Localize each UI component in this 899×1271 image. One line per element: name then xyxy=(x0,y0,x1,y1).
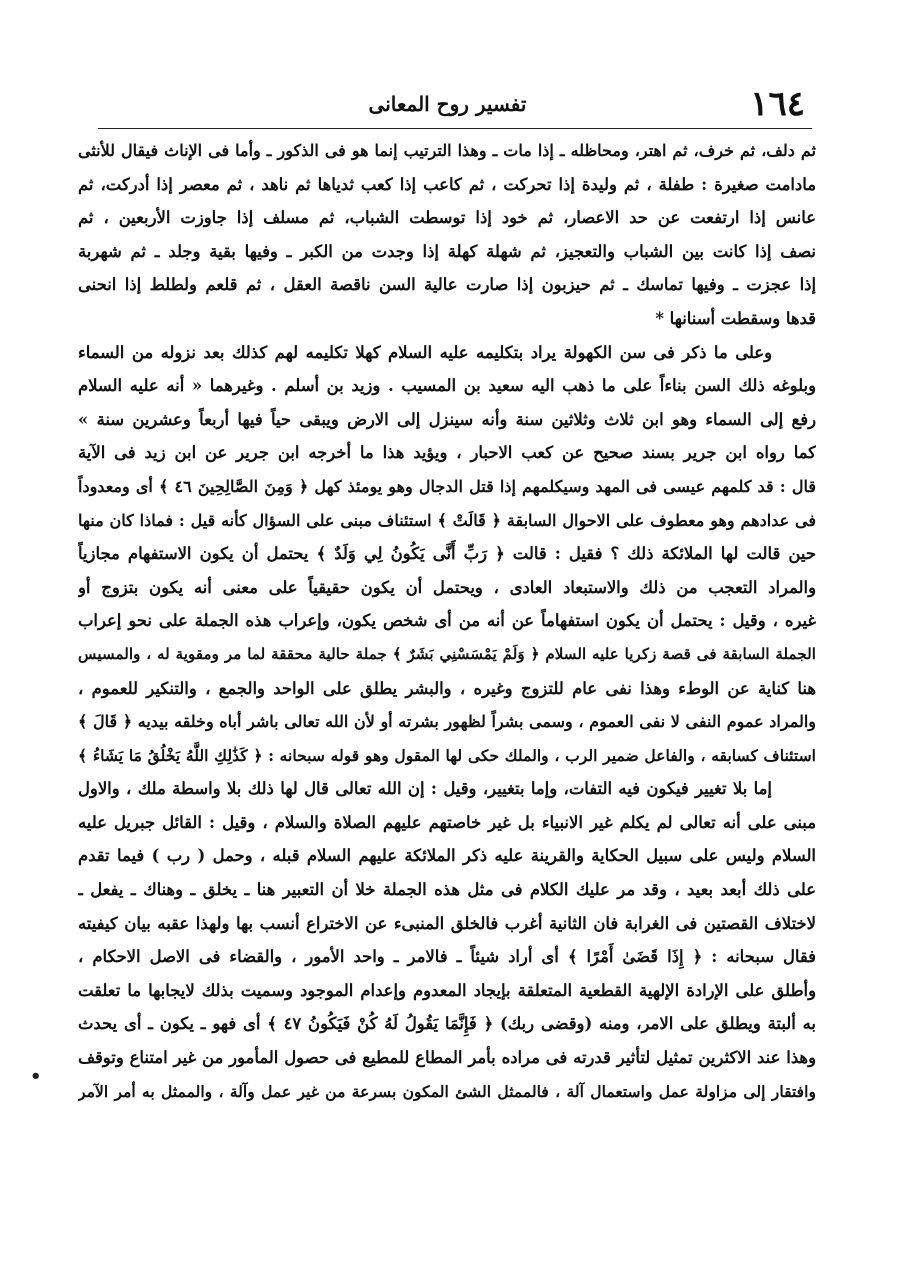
text-line: كما رواه ابن جرير بسند صحيح عن كعب الاحبار ، ويؤيد هذا ما أخرجه ابن جرير عن ابن زيد فى الآية xyxy=(78,443,816,463)
text-line: والمراد التعجب من ذلك والاستبعاد العادى ، ويحتمل أن يكون حقيقياً على معنى أنه يكون بتزوج أو xyxy=(78,577,816,597)
margin-mark: • xyxy=(30,1066,42,1087)
text-line: عانس إذا ارتفعت عن حد الاعصار، ثم خود إذا توسطت الشباب، ثم مسلف إذا جاوزت الأربعين ، ثم xyxy=(78,208,816,228)
text-line: والمراد عموم النفى لا نفى العموم ، وسمى بشراً لظهور بشرته أو لأن الله تعالى باشر أباه وخلقه بيديه ﴿ قَالَ ﴾ xyxy=(78,712,816,732)
text-line: وأطلق على الإرادة الإلهية القطعية المتعلقة بإيجاد المعدوم وإعدام الموجود وسميت بذلك لايجابها ما تعلقت xyxy=(78,980,816,1000)
text-line: مبنى على أنه تعالى لم يكلم غير الانبياء بل غير خاصتهم عليهم الصلاة والسلام ، وقيل : القائل جبريل عليه xyxy=(78,812,816,832)
text-line: رفع إلى السماء وهو ابن ثلاث وثلاثين سنة وأنه سينزل إلى الارض ويبقى حياً فيها أربعاً وعشرين سنة » xyxy=(78,409,816,429)
text-line: حين قالت لها الملائكة ذلك ؟ فقيل : قالت ﴿ رَبِّ أَنَّى يَكُونُ لِي وَلَدٌ ﴾ يحتمل أن يكون الاستفهام مجازياً xyxy=(78,544,816,564)
text-line: السلام وليس على سبيل الحكاية والقرينة عليه ذكر الملائكة عليهم السلام قبله ، وحمل ( رب ) فيما تقدم xyxy=(78,846,816,866)
text-line: هنا كناية عن الوطء وهذا نفى عام للتزوج وغيره ، والبشر يطلق على الواحد والجمع ، والتنكير للعموم ، xyxy=(78,678,816,698)
text-line: على ذلك أبعد بعيد ، وقد مر عليك الكلام فى مثل هذه الجملة خلا أن التعبير هنا ـ يخلق ـ وهناك ـ يفعل ـ xyxy=(78,880,816,900)
text-line: نصف إذا كانت بين الشباب والتعجيز، ثم شهلة كهلة إذا وجدت من الكبر ـ وفيها بقية وجلد ـ ثم شهربة xyxy=(78,241,816,261)
text-line: وافتقار إلى مزاولة عمل واستعمال آلة ، فالممثل الشئ المكون بسرعة من غير عمل وآلة ، والممثل به أمر الآمر xyxy=(78,1081,816,1101)
page-header xyxy=(90,84,805,128)
text-line: استئناف كسابقه ، والفاعل ضمير الرب ، والملك حكى لها المقول وهو قوله سبحانه : ﴿ كَذَٰلِكِ اللَّهُ يَخْلُقُ مَا يَشَاءُ ﴾ xyxy=(78,745,816,765)
text-line: ثم دلف، ثم خرف، ثم اهتر، ومحاظله ـ إذا مات ـ وهذا الترتيب إنما هو فى الذكور ـ وأما فى الإناث فيقال للأنثى xyxy=(78,141,816,160)
commentary-text xyxy=(78,134,816,1108)
text-line: قال : قد كلمهم عيسى فى المهد وسيكلمهم إذا قتل الدجال وهو يومئذ كهل ﴿ وَمِنَ الصَّالِحِينَ ٤٦ ﴾ أى ومعدوداً xyxy=(78,476,816,496)
header-rule xyxy=(98,128,812,129)
text-line: فى عدادهم وهو معطوف على الاحوال السابقة ﴿ قَالَتْ ﴾ استئناف مبنى على السؤال كأنه قيل : فماذا كان منها xyxy=(78,510,816,530)
text-line: فقال سبحانه : ﴿ إِذَا قَضَىٰ أَمْرًا ﴾ أى أراد شيئاً ـ فالامر ـ واحد الأمور ، والقضاء فى الاصل الاحكام ، xyxy=(78,947,816,967)
text-line: وهذا عند الاكثرين تمثيل لتأثير قدرته فى مراده بأمر المطاع للمطيع فى حصول المأمور من غير امتناع وتوقف xyxy=(78,1048,816,1068)
text-line: الجملة السابقة فى قصة زكريا عليه السلام ﴿ وَلَمْ يَمْسَسْنِي بَشَرٌ ﴾ جملة حالية محققة لما مر ومقوية له ، والمسيس xyxy=(78,644,816,663)
text-line: لاختلاف القصتين فى الغرابة فان الثانية أغرب فالخلق المنبىء عن الاختراع أنسب بها ولهذا عقبه بيان كيفيته xyxy=(78,913,816,933)
text-line: مادامت صغيرة : طفلة ، ثم وليدة إذا تحركت ، ثم كاعب إذا كعب ثدياها ثم ناهد ، ثم معصر إذا أدركت، ثم xyxy=(78,174,816,194)
text-line: إذا عجزت ـ وفيها تماسك ـ ثم حيزبون إذا صارت عالية السن ناقصة العقل ، ثم قلعم ولطلط إذا انحنى xyxy=(78,275,816,295)
running-title: تفسير روح المعانى xyxy=(368,92,527,116)
text-line: وعلى ما ذكر فى سن الكهولة يراد بتكليمه عليه السلام كهلا تكليمه لهم كذلك بعد نزوله من السماء xyxy=(78,342,772,362)
text-line: غيره ، وقيل : يحتمل أن يكون استفهاماً عن أنه من أى شخص يكون، وإعراب هذه الجملة على نحو إعراب xyxy=(78,611,816,631)
text-line: وبلوغه ذلك السن بناءاً على ما ذهب اليه سعيد بن المسيب . وزيد بن أسلم . وغيرهما « أنه عليه السلام xyxy=(78,376,816,396)
text-line: به ألبتة ويطلق على الامر، ومنه (وقضى ربك) ﴿ فَإِنَّمَا يَقُولُ لَهُ كُنْ فَيَكُونُ ٤٧ ﴾ أى فهو ـ يكون ـ أى يحدث xyxy=(78,1014,816,1034)
page-number: ١٦٤ xyxy=(750,84,805,124)
text-line: قدها وسقطت أسنانها * xyxy=(655,308,816,328)
text-line: إما بلا تغيير فيكون فيه التفات، وإما بتغيير، وقيل : إن الله تعالى قال لها ذلك بلا واسطة ملك ، والاول xyxy=(78,779,772,799)
